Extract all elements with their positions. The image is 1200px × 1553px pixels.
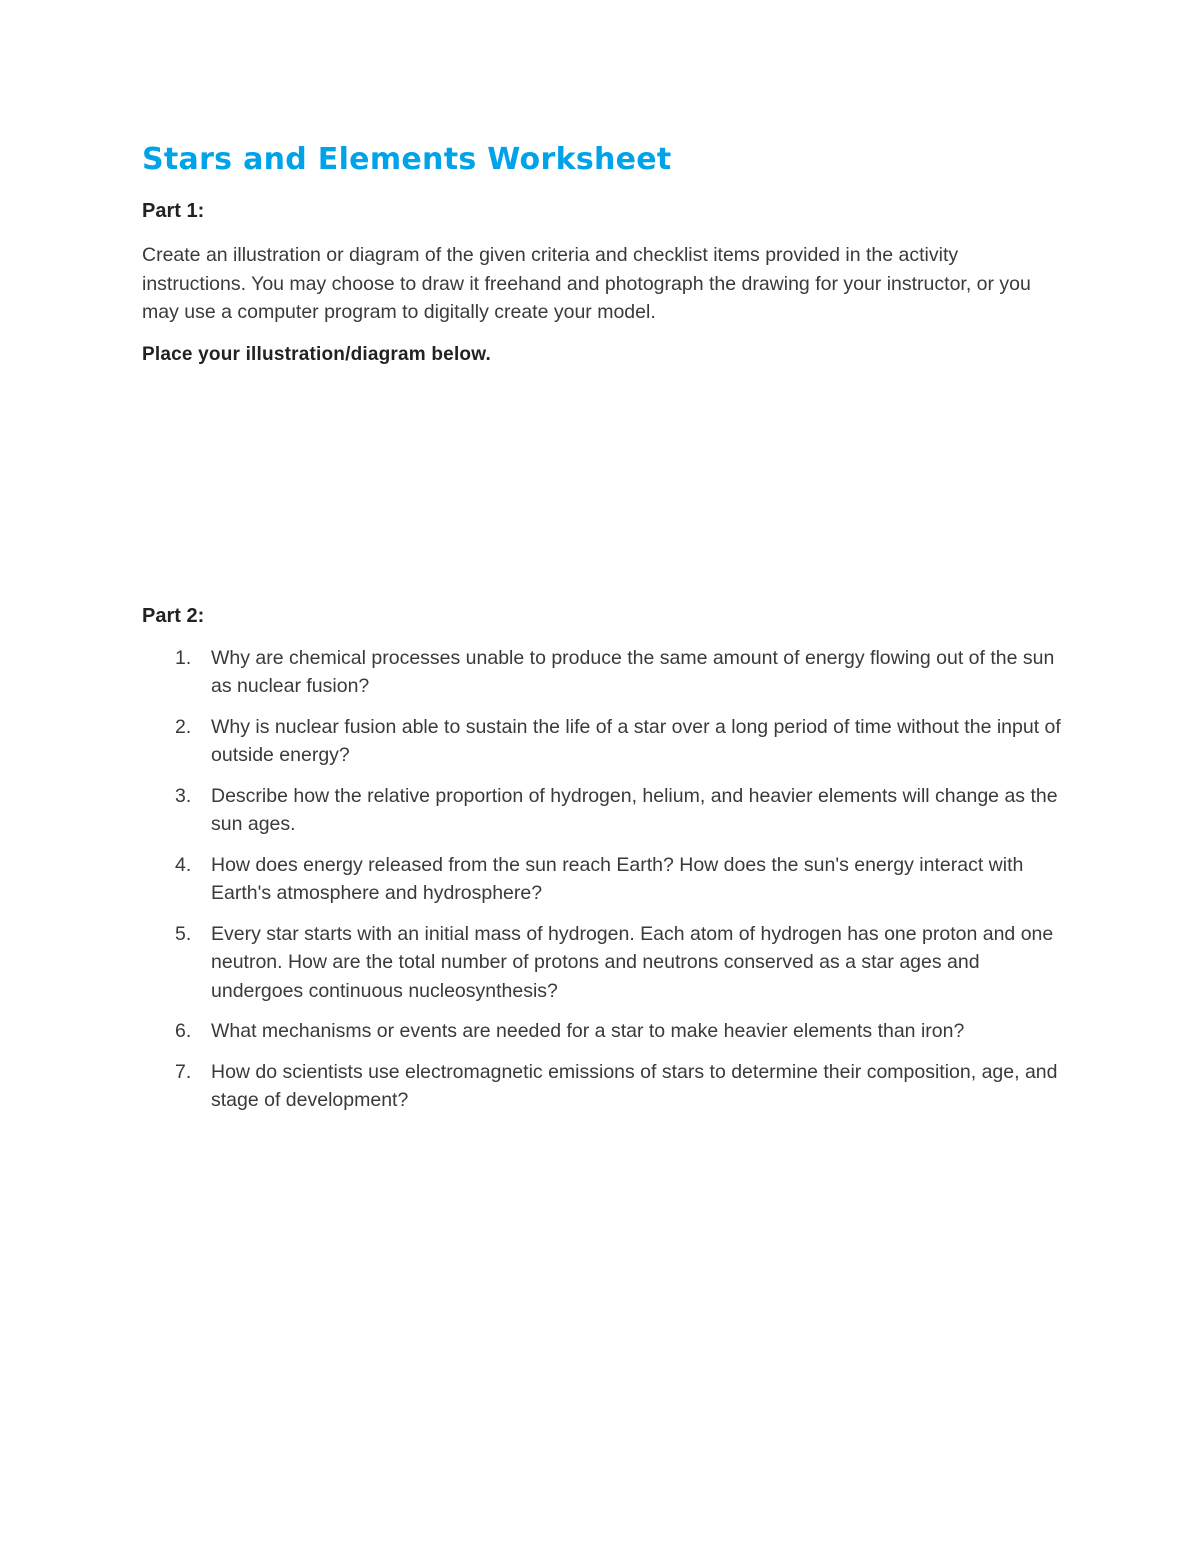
question-number: 2. xyxy=(175,715,192,738)
part1-heading: Part 1: xyxy=(142,200,205,222)
question-number: 3. xyxy=(175,784,192,807)
question-text: Describe how the relative proportion of hydrogen, helium, and heavier elements will change as the sun ages. xyxy=(211,784,1058,835)
question-item xyxy=(142,1058,1067,1115)
question-number: 6. xyxy=(175,1020,192,1042)
worksheet-page xyxy=(142,138,1067,1127)
part2-heading: Part 2: xyxy=(142,604,205,627)
question-item xyxy=(142,851,1067,908)
question-number: 5. xyxy=(175,922,192,945)
question-item xyxy=(142,1017,1067,1046)
question-text: Why is nuclear fusion able to sustain the life of a star over a long period of time without the input of outside energy? xyxy=(211,715,1061,766)
question-number: 4. xyxy=(175,853,192,876)
page-title: Stars and Elements Worksheet xyxy=(142,142,672,177)
question-item xyxy=(142,920,1067,1006)
part1-instructions: Create an illustration or diagram of the given criteria and checklist items provided in the activity instructions. You may choose to draw it freehand and photograph the drawing for your instructor, or you may use a computer program to digitally create your model. xyxy=(142,244,1031,323)
diagram-instruction: Place your illustration/diagram below. xyxy=(142,343,491,365)
question-text: Every star starts with an initial mass of hydrogen. Each atom of hydrogen has one proton and one neutron. How are the total number of protons and neutrons conserved as a star ages and undergoes continuous nucleosynthesis? xyxy=(211,922,1054,1002)
question-number: 1. xyxy=(175,646,192,669)
question-number: 7. xyxy=(175,1060,192,1083)
question-text: How do scientists use electromagnetic emissions of stars to determine their composition, age, and stage of development? xyxy=(211,1060,1058,1111)
question-list xyxy=(142,644,1067,1115)
question-text: What mechanisms or events are needed for a star to make heavier elements than iron? xyxy=(211,1020,965,1042)
question-item xyxy=(142,713,1067,770)
question-text: How does energy released from the sun reach Earth? How does the sun's energy interact with Earth's atmosphere and hydrosphere? xyxy=(211,853,1024,904)
question-text: Why are chemical processes unable to produce the same amount of energy flowing out of the sun as nuclear fusion? xyxy=(211,646,1055,697)
question-item xyxy=(142,644,1067,701)
diagram-placeholder-area xyxy=(142,369,1067,602)
question-item xyxy=(142,782,1067,839)
